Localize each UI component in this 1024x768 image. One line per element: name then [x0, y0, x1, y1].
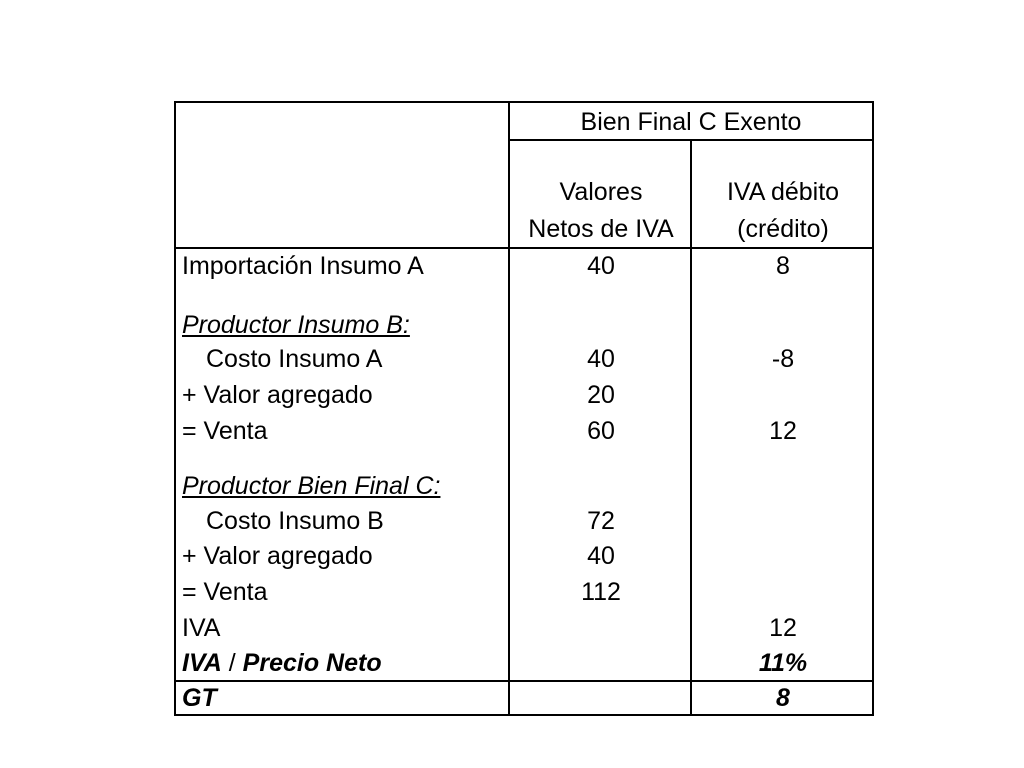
- row-iva-value: 12: [769, 614, 797, 642]
- section-producer-b: Productor Insumo B:: [182, 311, 410, 339]
- header-col2-line2: (crédito): [737, 215, 829, 243]
- row-ratio-value: 11%: [758, 649, 808, 677]
- row-b-cost-iva: -8: [771, 345, 795, 373]
- row-import-label: Importación Insumo A: [182, 252, 424, 280]
- row-gt-label: GT: [182, 684, 217, 712]
- row-c-added-value: 40: [587, 542, 615, 570]
- row-ratio-label-sep: /: [221, 649, 243, 677]
- divider-group-header: [510, 139, 872, 141]
- row-c-sale-value: 112: [581, 578, 621, 606]
- row-b-cost-value: 40: [587, 345, 615, 373]
- row-gt-value: 8: [776, 684, 790, 712]
- section-producer-c: Productor Bien Final C:: [182, 472, 441, 500]
- iva-table: [174, 101, 874, 716]
- row-c-cost-value: 72: [587, 507, 615, 535]
- header-col1-line2: Netos de IVA: [528, 215, 674, 243]
- divider-header-bottom: [176, 247, 872, 249]
- row-ratio-label: [182, 648, 382, 678]
- row-import-value: 40: [587, 252, 615, 280]
- header-group-title: Bien Final C Exento: [580, 108, 802, 136]
- row-b-sale-label: = Venta: [182, 417, 268, 445]
- row-b-sale-iva: 12: [769, 417, 797, 445]
- row-iva-label: IVA: [182, 614, 221, 642]
- row-c-added-label: + Valor agregado: [182, 542, 373, 570]
- row-ratio-label-b: Precio Neto: [242, 649, 382, 677]
- row-ratio-label-a: IVA: [182, 649, 222, 677]
- row-import-iva: 8: [776, 252, 790, 280]
- row-b-cost-label: Costo Insumo A: [206, 345, 383, 373]
- row-b-sale-value: 60: [587, 417, 615, 445]
- row-c-sale-label: = Venta: [182, 578, 268, 606]
- row-b-added-label: + Valor agregado: [182, 381, 373, 409]
- row-c-cost-label: Costo Insumo B: [206, 507, 384, 535]
- divider-gt-top: [176, 680, 872, 682]
- header-col2-line1: IVA débito: [726, 178, 840, 206]
- row-b-added-value: 20: [587, 381, 615, 409]
- header-col1-line1: Valores: [559, 178, 643, 206]
